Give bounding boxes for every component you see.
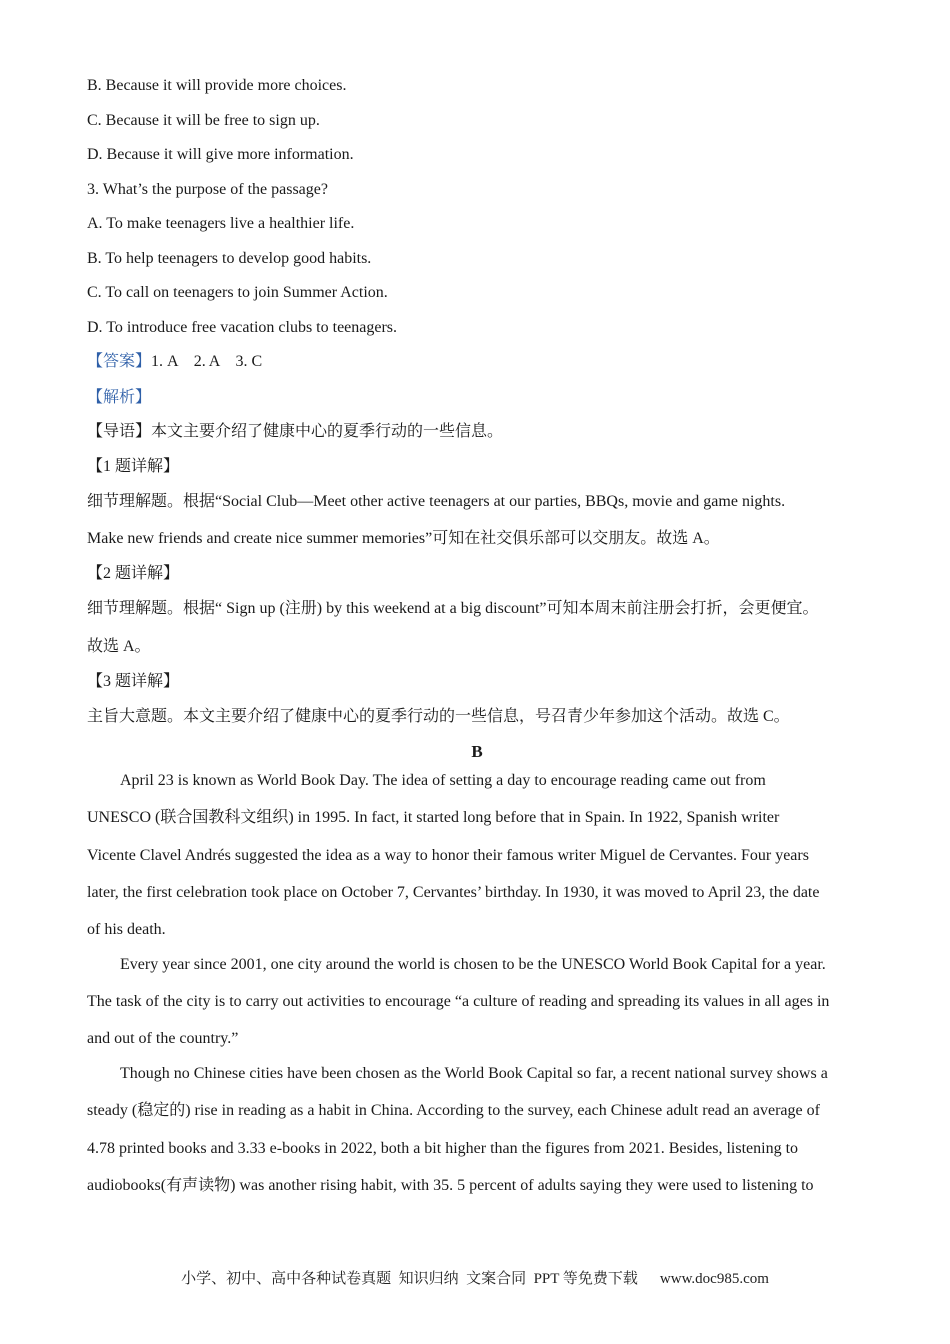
p3-line: 4.78 printed books and 3.33 e-books in 2022, both a bit higher than the figures from 2021. Besides, listening to bbox=[87, 1140, 799, 1157]
option-d: D. Because it will give more information. bbox=[87, 146, 354, 163]
p2-line: Every year since 2001, one city around the world is chosen to be the UNESCO World Book Capital for a year. bbox=[120, 956, 826, 973]
q3-option-d: D. To introduce free vacation clubs to teenagers. bbox=[87, 319, 398, 336]
answer-text: 1. A 2. A 3. C bbox=[151, 353, 263, 370]
q2-detail-line2: 故选 A。 bbox=[87, 638, 151, 655]
p3-line: audiobooks(有声读物) was another rising habit, with 35. 5 percent of adults saying they were used to listening to bbox=[87, 1177, 814, 1194]
answer-label: 【答案】 bbox=[87, 353, 152, 370]
q1-detail-line1: 细节理解题。根据“Social Club—Meet other active teenagers at our parties, BBQs, movie and game nights. bbox=[87, 493, 786, 510]
analysis-label: 【解析】 bbox=[87, 389, 152, 406]
option-c: C. Because it will be free to sign up. bbox=[87, 112, 320, 129]
page-footer bbox=[0, 1269, 950, 1289]
answer-line bbox=[87, 352, 262, 372]
question-3-stem: 3. What’s the purpose of the passage? bbox=[87, 181, 328, 198]
p2-line: and out of the country.” bbox=[87, 1030, 239, 1047]
footer-text: 小学、初中、高中各种试卷真题 知识归纳 文案合同 PPT 等免费下载 bbox=[181, 1271, 638, 1287]
q3-option-a: A. To make teenagers live a healthier life. bbox=[87, 215, 355, 232]
option-b: B. Because it will provide more choices. bbox=[87, 77, 347, 94]
q1-detail-line2: Make new friends and create nice summer memories”可知在社交俱乐部可以交朋友。故选 A。 bbox=[87, 530, 720, 547]
q2-heading: 【2 题详解】 bbox=[87, 565, 180, 582]
analysis-intro: 【导语】本文主要介绍了健康中心的夏季行动的一些信息。 bbox=[87, 423, 504, 440]
q3-detail-line1: 主旨大意题。本文主要介绍了健康中心的夏季行动的一些信息，号召青少年参加这个活动。故选 C。 bbox=[87, 708, 790, 725]
p3-line: steady (稳定的) rise in reading as a habit in China. According to the survey, each Chinese adult read an average of bbox=[87, 1102, 820, 1119]
p1-line: of his death. bbox=[87, 921, 166, 938]
p2-line: The task of the city is to carry out activities to encourage “a culture of reading and spreading its values in all ages in bbox=[87, 993, 830, 1010]
p1-line: later, the first celebration took place on October 7, Cervantes’ birthday. In 1930, it was moved to April 23, the date bbox=[87, 884, 820, 901]
q2-detail-line1: 细节理解题。根据“ Sign up (注册) by this weekend at a big discount”可知本周末前注册会打折，会更便宜。 bbox=[87, 600, 819, 617]
q3-option-b: B. To help teenagers to develop good habits. bbox=[87, 250, 372, 267]
p1-line: April 23 is known as World Book Day. The idea of setting a day to encourage reading came out from bbox=[120, 772, 766, 789]
p1-line: UNESCO (联合国教科文组织) in 1995. In fact, it started long before that in Spain. In 1922, Spanish writer bbox=[87, 809, 780, 826]
q3-heading: 【3 题详解】 bbox=[87, 673, 180, 690]
p1-line: Vicente Clavel Andrés suggested the idea as a way to honor their famous writer Miguel de Cervantes. Four years bbox=[87, 847, 809, 864]
passage-b-title: B bbox=[471, 742, 483, 761]
footer-url[interactable]: www.doc985.com bbox=[659, 1271, 769, 1287]
p3-line: Though no Chinese cities have been chosen as the World Book Capital so far, a recent national survey shows a bbox=[120, 1065, 828, 1082]
q3-option-c: C. To call on teenagers to join Summer Action. bbox=[87, 284, 388, 301]
q1-heading: 【1 题详解】 bbox=[87, 458, 180, 475]
